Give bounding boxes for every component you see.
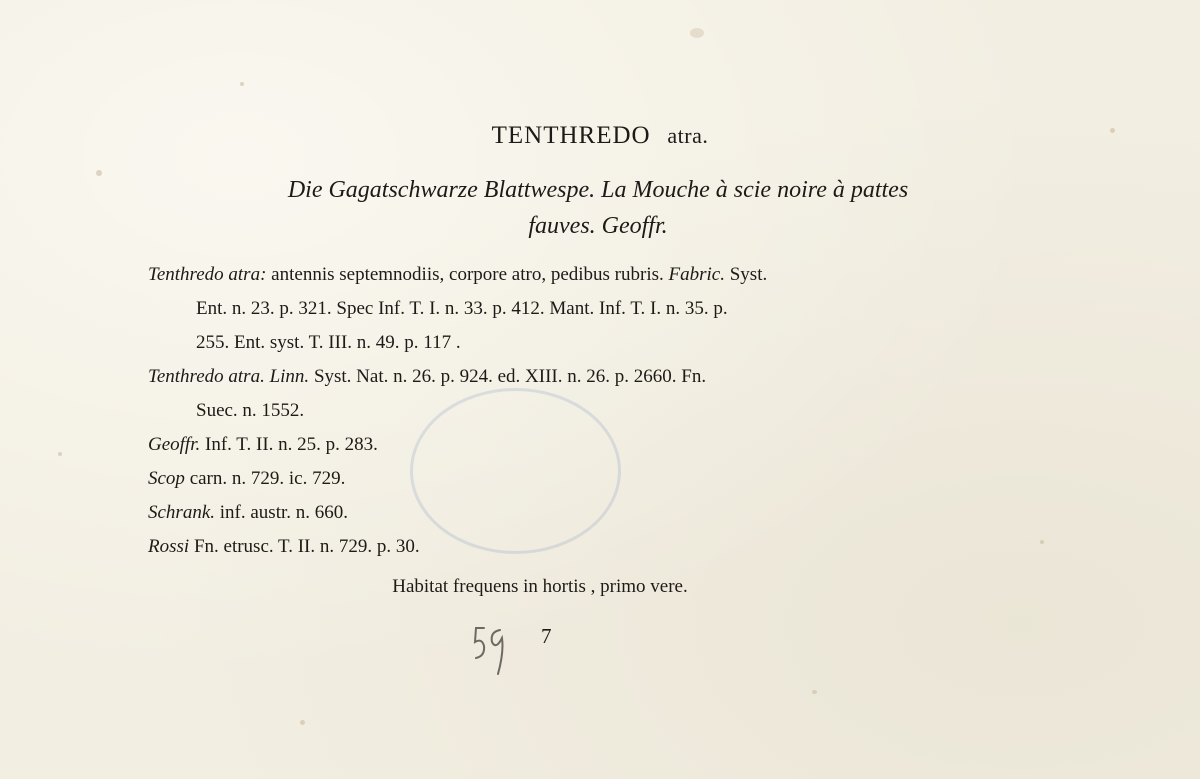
page-number: 7 [541, 624, 552, 648]
reference-author: Rossi [148, 536, 190, 557]
reference-continuation: Ent. n. 23. p. 321. Spec Inf. T. I. n. 33. p. 412. Mant. Inf. T. I. n. 35. p. [196, 298, 728, 319]
common-name-line: Die Gagatschwarze Blattwespe. La Mouche à scie noire à pattes [287, 177, 909, 203]
reference-entry [148, 462, 1048, 496]
reference-author: Scop [148, 468, 185, 489]
reference-text: Fn. etrusc. T. II. n. 729. p. 30. [189, 536, 420, 557]
common-name-line: fauves. Geoffr. [528, 213, 668, 239]
reference-author: Geoffr. [148, 434, 201, 455]
common-name [168, 172, 1028, 244]
reference-author: Tenthredo atra. Linn. [148, 366, 310, 387]
genus-name: TENTHREDO [491, 122, 651, 149]
paper-fleck [240, 82, 244, 86]
reference-author: Schrank. [148, 502, 216, 523]
reference-author: Fabric. [668, 264, 725, 285]
reference-text: inf. austr. n. 660. [215, 502, 349, 523]
reference-text: Inf. T. II. n. 25. p. 283. [200, 434, 378, 455]
reference-entry [148, 530, 1048, 564]
reference-text: Syst. [724, 264, 768, 285]
pencil-annotation [470, 616, 520, 686]
reference-list [148, 258, 1048, 564]
paper-fleck [812, 690, 817, 694]
reference-continuation: 255. Ent. syst. T. III. n. 49. p. 117 . [196, 332, 461, 353]
reference-text: Syst. Nat. n. 26. p. 924. ed. XIII. n. 26. p. 2660. Fn. [309, 366, 707, 387]
reference-entry [148, 258, 1048, 360]
reference-continuation: Suec. n. 1552. [196, 400, 305, 421]
reference-entry [148, 428, 1048, 462]
species-name: atra. [667, 123, 709, 148]
habitat-note: Habitat frequens in hortis , primo vere. [392, 576, 688, 597]
reference-entry [148, 496, 1048, 530]
reference-entry [148, 360, 1048, 428]
reference-author: Tenthredo atra: [148, 264, 267, 285]
paper-fleck [690, 28, 704, 38]
paper-fleck [300, 720, 305, 725]
paper-fleck [58, 452, 62, 456]
paper-fleck [96, 170, 102, 176]
species-title [0, 122, 1200, 150]
reference-text: antennis septemnodiis, corpore atro, pedibus rubris. [266, 264, 669, 285]
reference-text: carn. n. 729. ic. 729. [184, 468, 346, 489]
